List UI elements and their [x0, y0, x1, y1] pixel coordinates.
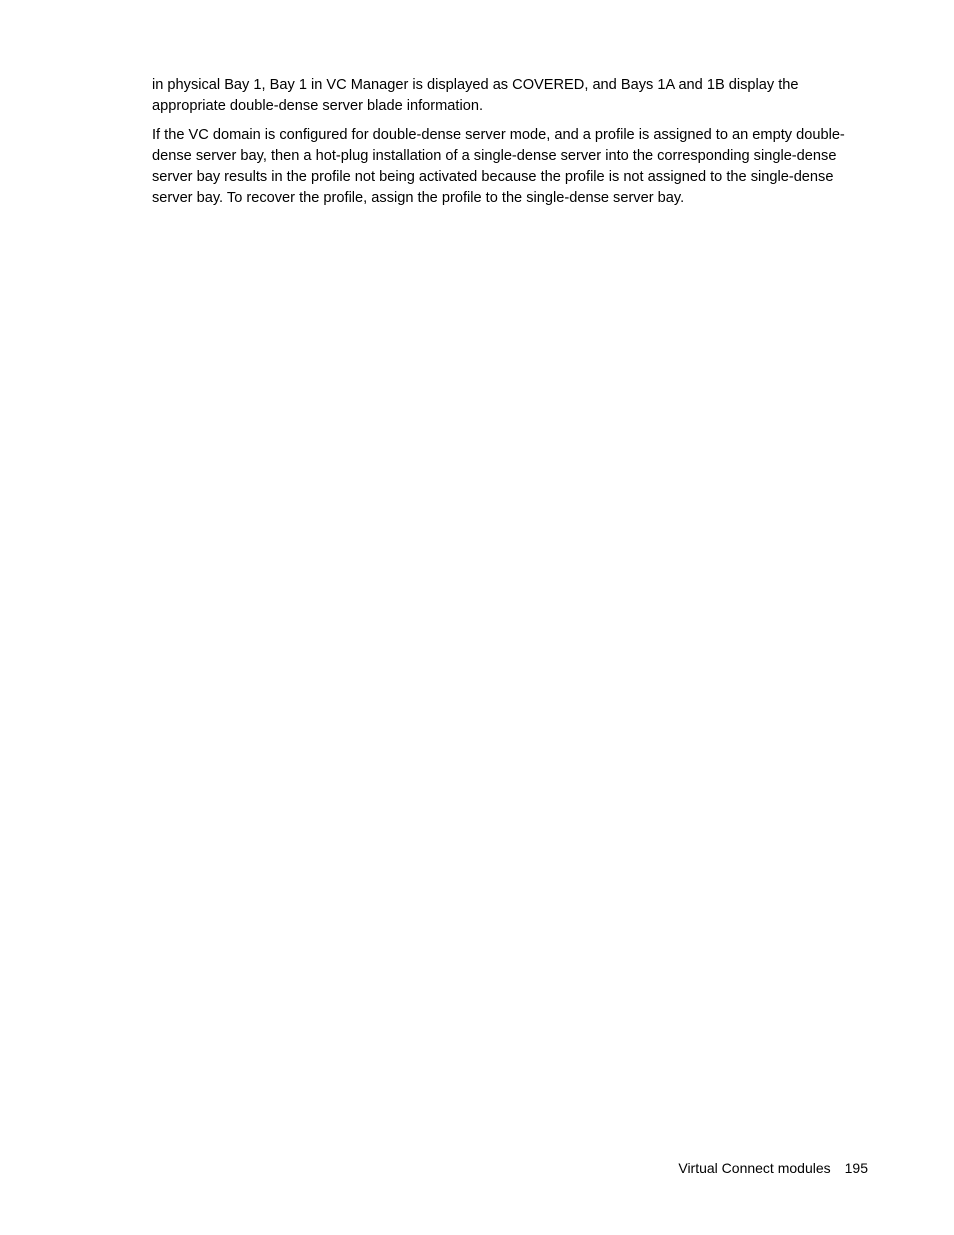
- paragraph-double-dense-profile: If the VC domain is configured for double-dense server mode, and a profile is assigned to an empty double-dense server bay, then a hot-plug installation of a single-dense server into the corresponding single-dense server bay results in the profile not being activated because the profile is not assigned to the single-dense server bay. To recover the profile, assign the profile to the single-dense server bay.: [152, 127, 845, 206]
- page-footer: [678, 1158, 868, 1178]
- paragraph-bay-display: in physical Bay 1, Bay 1 in VC Manager is displayed as COVERED, and Bays 1A and 1B display the appropriate double-dense server blade information.: [152, 77, 799, 114]
- page-number: 195: [844, 1160, 868, 1176]
- footer-section-title: Virtual Connect modules: [678, 1160, 831, 1176]
- document-body: [152, 75, 868, 217]
